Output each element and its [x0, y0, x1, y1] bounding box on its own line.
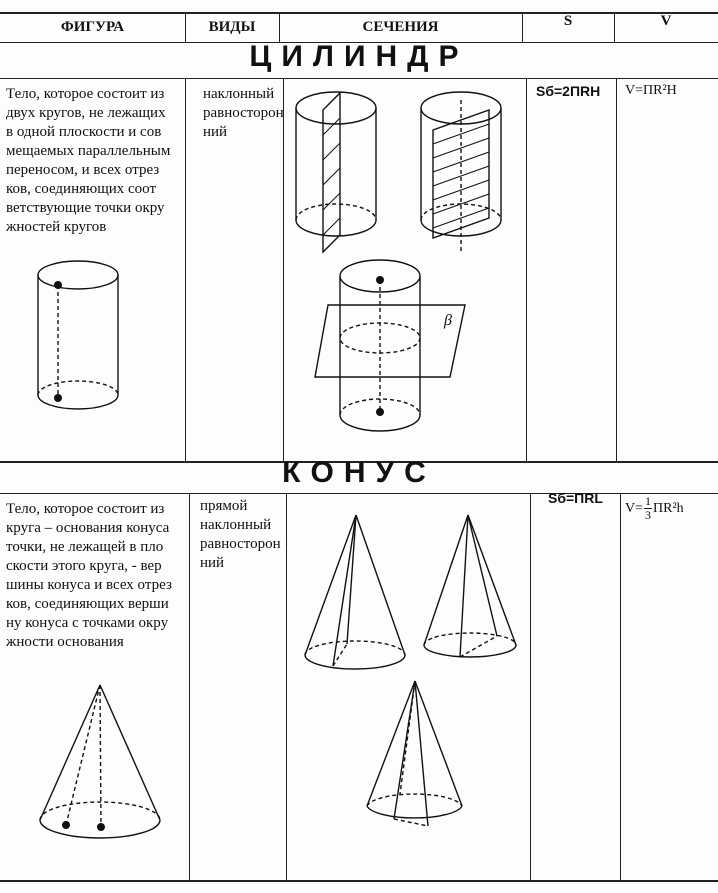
cylinder-def-line: ветствующие точки окру — [6, 200, 165, 216]
col-divider-1c — [189, 493, 190, 881]
col-divider-4b — [616, 78, 617, 462]
plane-beta-label: β — [444, 312, 452, 329]
cylinder-title-separator — [0, 78, 718, 79]
cone-def-line: ну конуса с точками окру — [6, 615, 169, 631]
header-s: S — [563, 12, 573, 29]
cone-volume-formula — [625, 495, 684, 522]
cone-view-line: прямой — [200, 498, 248, 514]
header-views: ВИДЫ — [208, 18, 256, 35]
cone-section-1 — [300, 510, 410, 670]
cylinder-section-plane — [310, 250, 470, 460]
cone-figure — [38, 680, 163, 850]
cone-title-separator — [0, 493, 718, 494]
cylinder-section-diagonal — [288, 80, 403, 260]
cone-def-line: скости этого круга, - вер — [6, 558, 162, 574]
col-divider-3b — [526, 78, 527, 462]
cone-def-line: жности основания — [6, 634, 124, 650]
cylinder-view-line: наклонный — [203, 86, 275, 102]
header-v: V — [660, 12, 672, 29]
cylinder-def-line: ков, соединяющих соот — [6, 181, 157, 197]
header-sections: СЕЧЕНИЯ — [362, 18, 439, 35]
cylinder-def-line: двух кругов, не лежащих — [6, 105, 166, 121]
cone-volume-numerator: 1 — [645, 494, 652, 508]
col-divider-3c — [530, 493, 531, 881]
cylinder-title: ЦИЛИНДР — [249, 40, 469, 73]
cylinder-figure — [30, 255, 130, 430]
col-divider-4c — [620, 493, 621, 881]
col-divider-2b — [283, 78, 284, 462]
cylinder-volume-formula: V=ПR²H — [625, 83, 677, 98]
cylinder-view-line: равносторон — [203, 105, 284, 121]
cylinder-def-line: Тело, которое состоит из — [6, 86, 165, 102]
cone-section-2 — [422, 510, 522, 670]
cone-def-line: круга – основания конуса — [6, 520, 170, 536]
cone-volume-suffix: ПR²h — [653, 500, 684, 516]
cone-area-formula: Sб=ПRL — [548, 490, 603, 506]
cone-volume-denominator: 3 — [645, 508, 652, 522]
cylinder-section-axial — [408, 80, 523, 260]
cone-def-line: ков, соединяющих верши — [6, 596, 169, 612]
cone-view-line: наклонный — [200, 517, 272, 533]
table-border-bottom — [0, 880, 718, 882]
header-figure: ФИГУРА — [60, 18, 125, 35]
cylinder-def-line: жностей кругов — [6, 219, 107, 235]
cone-volume-prefix: V= — [625, 500, 644, 516]
cone-view-line: равносторон — [200, 536, 281, 552]
cylinder-def-line: в одной плоскости и сов — [6, 124, 162, 140]
cylinder-def-line: мещаемых параллельным — [6, 143, 171, 159]
cone-title: КОНУС — [282, 456, 436, 489]
cylinder-def-line: переносом, и всех отрез — [6, 162, 160, 178]
cylinder-area-formula: Sб=2ПRH — [536, 83, 601, 99]
cone-def-line: Тело, которое состоит из — [6, 501, 165, 517]
cone-view-line: ний — [200, 555, 225, 571]
cylinder-view-line: ний — [203, 124, 228, 140]
col-divider-1b — [185, 78, 186, 462]
cone-def-line: шины конуса и всех отрез — [6, 577, 172, 593]
col-divider-2c — [286, 493, 287, 881]
cone-section-3 — [362, 676, 472, 846]
cone-volume-fraction — [644, 495, 652, 522]
cone-def-line: точки, не лежащей в пло — [6, 539, 164, 555]
